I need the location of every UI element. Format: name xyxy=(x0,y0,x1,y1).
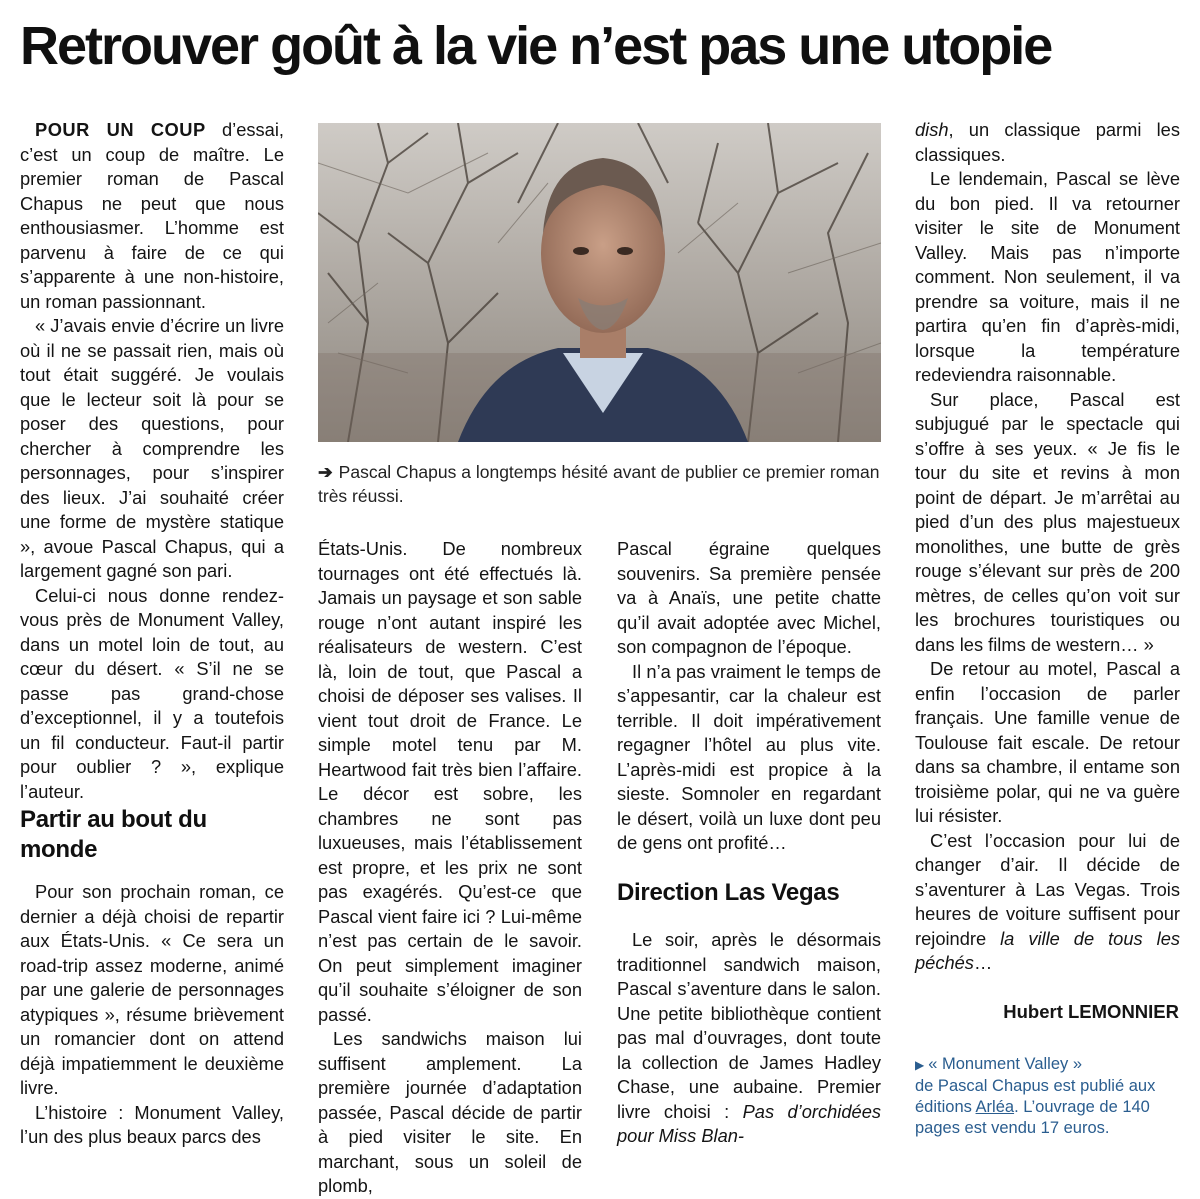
column-1-bottom xyxy=(20,880,284,1150)
paragraph: États-Unis. De nombreux tournages ont été effectués là. Jamais un paysage et son sable rouge n’ont autant inspiré les réalisateurs de western. C’est là, loin de tout, que Pascal a choisi de déposer ses valises. Il vient tout droit de France. Le simple motel tenu par M. Heartwood fait très bien l’affaire. Le décor est sobre, les chambres ne sont pas luxueuses, mais l’établissement est propre, et les prix ne sont pas exagérés. Qu’est-ce que Pascal vient faire ici ? Lui-même n’est pas certain de le savoir. On peut simplement imaginer qu’il souhaite s’éloigner de son passé. xyxy=(318,538,582,1025)
paragraph: Le lendemain, Pascal se lève du bon pied. Il va retourner visiter le site de Monument Valley. Mais pas n’importe comment. Non seulement, il va prendre sa voiture, mais il ne partira qu’en fin d’après-midi, lorsque la température redeviendra raisonnable. xyxy=(915,168,1180,385)
column-3-bottom xyxy=(617,928,881,1149)
intro-paragraph xyxy=(20,118,284,314)
publisher-link[interactable]: Arléa xyxy=(975,1098,1015,1116)
paragraph-text: , un classique parmi les classiques. xyxy=(915,119,1180,165)
paragraph-text: C’est l’occasion pour lui de changer d’air. Il décide de s’aventurer à Las Vegas. Trois heures de voiture suffisent pour rejoindre xyxy=(915,829,1180,949)
paragraph xyxy=(915,118,1180,167)
arrow-icon: ➔ xyxy=(318,462,333,482)
ellipsis: … xyxy=(973,952,993,973)
intro-text: d’essai, c’est un coup de maître. Le premier roman de Pascal Chapus ne peut que nous enthousiasmer. L’homme est parvenu à faire de ce qui s’apparente à une non-histoire, un roman passionnant. xyxy=(20,119,284,312)
column-3 xyxy=(617,537,881,856)
author-byline: Hubert LEMONNIER xyxy=(1003,1001,1179,1022)
italic-phrase: la ville de tous les péchés xyxy=(915,927,1181,973)
caption-text: Pascal Chapus a longtemps hésité avant de publier ce premier roman très réussi. xyxy=(318,462,880,506)
subheading-partir: Partir au bout du monde xyxy=(20,806,207,863)
paragraph-text: Le soir, après le désormais traditionnel sandwich maison, Pascal s’aventure dans le salon. Une petite bibliothèque contient pas mal d’ouvrages, dont toute la collection de James Hadley Chase, une aubaine. Premier livre choisi : xyxy=(617,929,881,1122)
triangle-bullet-icon: ▶ xyxy=(915,1058,925,1072)
quote-paragraph: « J’avais envie d’écrire un livre où il ne se passait rien, mais où tout était suggéré. Je voulais que le lecteur soit là pour se poser des questions, pour chercher à comprendre les personnages, pour s’inspirer des lieux. J’ai souhaité créer une forme de mystère statique », avoue Pascal Chapus, qui a largement gagné son pari. xyxy=(20,315,284,581)
photo-caption xyxy=(318,460,881,508)
paragraph: Celui-ci nous donne rendez-vous près de Monument Valley, dans un motel loin de tout, au cœur du désert. « S’il ne se passe pas grand-chose d’exceptionnel, il y a toutefois un fil conducteur. Faut-il partir pour oublier ? », explique l’auteur. xyxy=(20,584,284,802)
column-2 xyxy=(318,537,582,1199)
lead-in: POUR UN COUP xyxy=(35,119,206,140)
author-photo xyxy=(318,123,881,442)
paragraph: Les sandwichs maison lui suffisent amplement. La première journée d’adaptation passée, Pascal décide de partir à pied visiter le site. En marchant, sous un soleil de plomb, xyxy=(318,1028,582,1196)
book-title-info: « Monument Valley » xyxy=(928,1055,1083,1073)
info-text-end: . L’ouvrage de 140 pages est vendu 17 euros. xyxy=(915,1098,1150,1137)
paragraph xyxy=(915,829,1180,976)
paragraph: Pascal égraine quelques souvenirs. Sa première pensée va à Anaïs, une petite chatte qu’il avait adoptée avec Michel, son compagnon de l’époque. xyxy=(617,538,881,657)
book-title-end: dish xyxy=(915,119,949,140)
paragraph: L’histoire : Monument Valley, l’un des plus beaux parcs des xyxy=(20,1101,284,1147)
paragraph: Sur place, Pascal est subjugué par le spectacle qui s’offre à ses yeux. « Je fis le tour du site et revins à mon point de départ. Je m’arrêtai au pied d’un des plus majestueux monolithes, une butte de grès rouge s’élevant sur près de 200 mètres, de celles qu’on voit sur les brochures touristiques ou dans les films de western… » xyxy=(915,388,1180,655)
paragraph: Pour son prochain roman, ce dernier a déjà choisi de repartir aux États-Unis. « Ce sera un road-trip assez moderne, animé par une galerie de personnages atypiques », résume brièvement un romancier dont on attend déjà impatiemment le deuxième livre. xyxy=(20,881,284,1098)
portrait-illustration xyxy=(318,123,881,442)
book-info-box xyxy=(915,1054,1180,1139)
subheading-las-vegas: Direction Las Vegas xyxy=(617,879,840,906)
paragraph: De retour au motel, Pascal a enfin l’occasion de parler français. Une famille venue de Toulouse fait escale. De retour dans sa chambre, il entame son troisième polar, qui ne va guère lui résister. xyxy=(915,658,1180,826)
paragraph xyxy=(617,928,881,1149)
headline: Retrouver goût à la vie n’est pas une utopie xyxy=(20,16,1052,76)
column-4 xyxy=(915,118,1180,976)
paragraph: Il n’a pas vraiment le temps de s’appesantir, car la chaleur est terrible. Il doit impérativement regagner l’hôtel au plus vite. L’après-midi est propice à la sieste. Somnoler en regardant le désert, voilà un luxe dont peu de gens ont profité… xyxy=(617,660,881,853)
column-1 xyxy=(20,118,284,804)
info-text: de Pascal Chapus est publié aux éditions xyxy=(915,1077,1156,1116)
book-title: Pas d’orchidées pour Miss Blan- xyxy=(617,1100,882,1146)
